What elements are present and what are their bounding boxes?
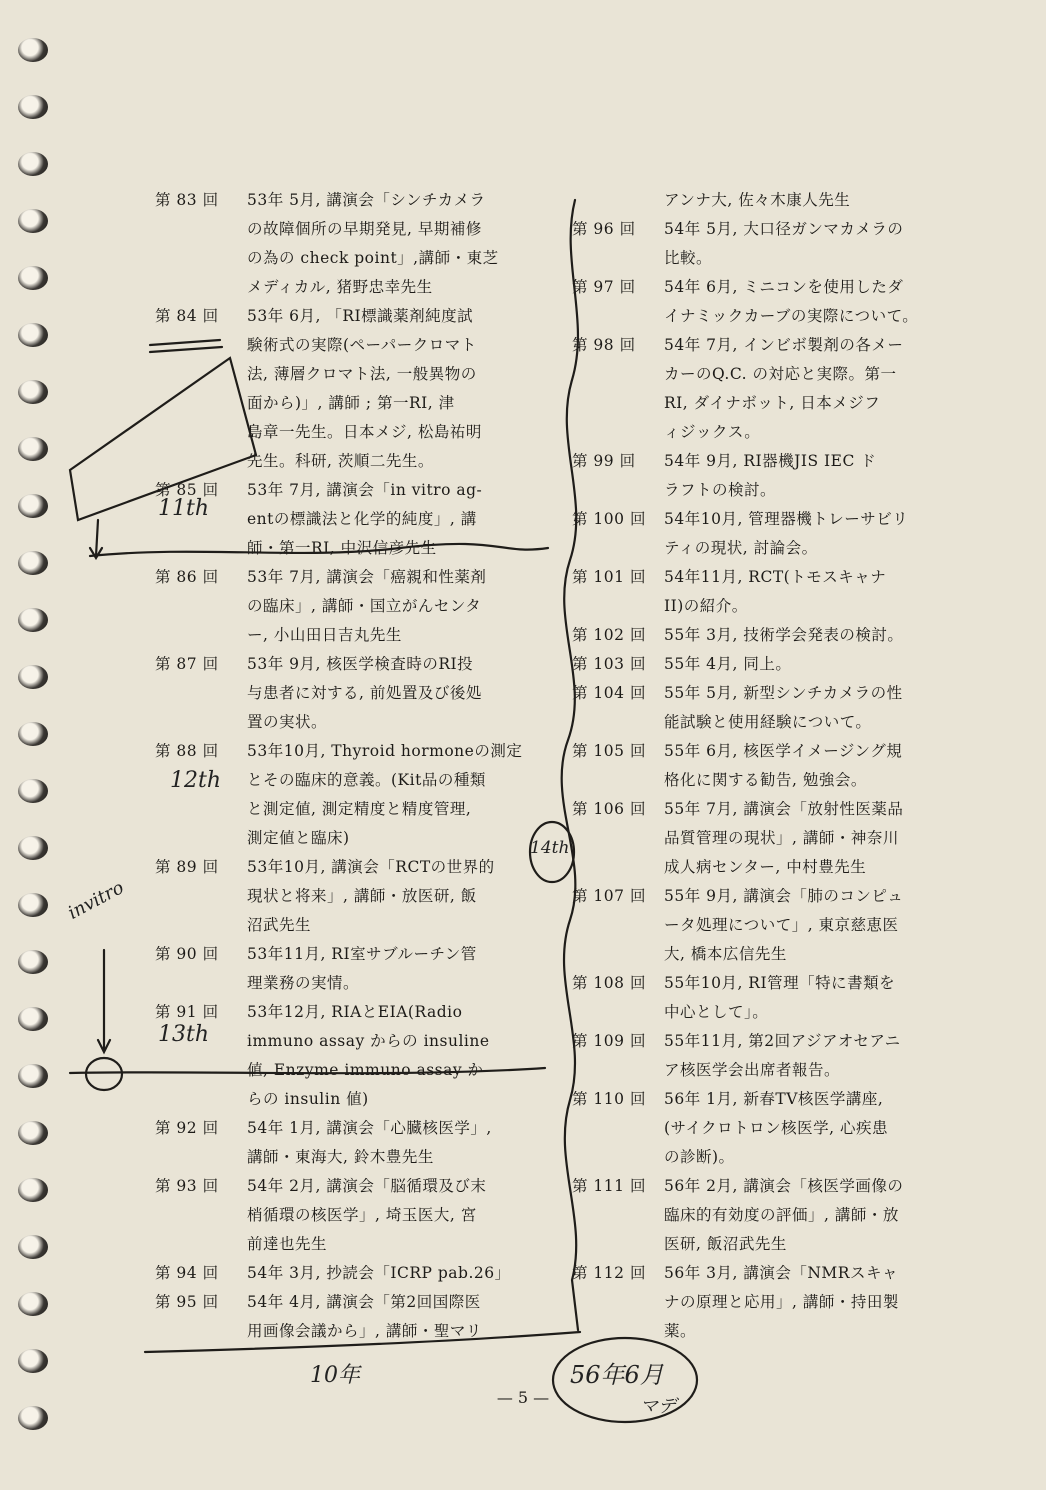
entry-text: 54年11月, RCT(トモスキャナ II)の紹介。 xyxy=(664,568,887,615)
section-line xyxy=(145,1332,580,1352)
handwritten-note: 14th xyxy=(530,838,570,858)
entry-continuation: アンナ大, 佐々木康人先生 xyxy=(664,191,851,209)
entry-number: 第 96 回 xyxy=(572,220,636,238)
entry-text: 56年 1月, 新春TV核医学講座, (サイクロトロン核医学, 心疾患 の診断)。 xyxy=(664,1090,889,1166)
entry-text: 55年10月, RI管理「特に書類を 中心として」。 xyxy=(664,974,896,1021)
entry-text: 53年11月, RI室サブルーチン管 理業務の実情。 xyxy=(247,945,477,992)
entry-number: 第 108 回 xyxy=(572,974,646,992)
entry-number: 第 93 回 xyxy=(155,1177,219,1195)
handwritten-note: 12th xyxy=(170,768,222,793)
entry-number: 第 107 回 xyxy=(572,887,646,905)
entry-number: 第 90 回 xyxy=(155,945,219,963)
wavy-section-line xyxy=(90,544,548,556)
entry-number: 第 89 回 xyxy=(155,858,219,876)
entry-text: 55年 6月, 核医学イメージング規 格化に関する勧告, 勉強会。 xyxy=(664,742,903,789)
handwritten-note: 11th xyxy=(158,496,210,521)
handwritten-note: マデ xyxy=(640,1396,676,1417)
entry-text: 53年 7月, 講演会「癌親和性薬剤 の臨床」, 講師・国立がんセンタ ー, 小山田日吉丸先生 xyxy=(247,568,487,644)
entry-text: 53年12月, RIAとEIA(Radio immuno assay からの insuline 値, Enzyme immuno assay か らの insulin 値) xyxy=(247,1003,490,1108)
entry-text: 54年10月, 管理器機トレーサビリ ティの現状, 討論会。 xyxy=(664,510,909,557)
entry-number: 第 92 回 xyxy=(155,1119,219,1137)
entry-text: 53年 7月, 講演会「in vitro ag- entの標識法と化学的純度」, 講 師・第一RI, 中沢信彦先生 xyxy=(247,481,483,557)
entry-number: 第 105 回 xyxy=(572,742,646,760)
entry-text: 54年 5月, 大口径ガンマカメラの 比較。 xyxy=(664,220,904,267)
entry-text: 55年11月, 第2回アジアオセアニ ア核医学会出席者報告。 xyxy=(664,1032,901,1079)
entry-number: 第 102 回 xyxy=(572,626,646,644)
entry-text: 54年 4月, 講演会「第2回国際医 用画像会議から」, 講師・聖マリ xyxy=(247,1293,482,1340)
entry-text: 53年 9月, 核医学検査時のRI投 与患者に対する, 前処置及び後処 置の実状。 xyxy=(247,655,482,731)
entry-number: 第 101 回 xyxy=(572,568,646,586)
entry-text: 55年 5月, 新型シンチカメラの性 能試験と使用経験について。 xyxy=(664,684,903,731)
entry-text: 54年 2月, 講演会「脳循環及び末 梢循環の核医学」, 埼玉医大, 宮 前達也先生 xyxy=(247,1177,487,1253)
entry-number: 第 104 回 xyxy=(572,684,646,702)
entry-text: 56年 2月, 講演会「核医学画像の 臨床的有効度の評価」, 講師・放 医研, 飯沼武先生 xyxy=(664,1177,904,1253)
entry-number: 第 103 回 xyxy=(572,655,646,673)
entry-number: 第 97 回 xyxy=(572,278,636,296)
entry-text: 55年 7月, 講演会「放射性医薬品 品質管理の現状」, 講師・神奈川 成人病センター, 中村豊先生 xyxy=(664,800,904,876)
entry-number: 第 94 回 xyxy=(155,1264,219,1282)
entry-text: 53年 5月, 講演会「シンチカメラ の故障個所の早期発見, 早期補修 の為の check point」,講師・東芝 メディカル, 猪野忠幸先生 xyxy=(247,191,499,296)
entry-number: 第 106 回 xyxy=(572,800,646,818)
entry-text: 54年 1月, 講演会「心臓核医学」, 講師・東海大, 鈴木豊先生 xyxy=(247,1119,492,1166)
entry-text: 53年10月, 講演会「RCTの世界的 現状と将来」, 講師・放医研, 飯 沼武先生 xyxy=(247,858,495,934)
entry-number: 第 83 回 xyxy=(155,191,219,209)
handwritten-note: 10年 xyxy=(310,1363,360,1388)
circle-mark xyxy=(86,1058,122,1090)
entry-number: 第 88 回 xyxy=(155,742,219,760)
handwritten-note: 13th xyxy=(158,1022,210,1047)
entry-number: 第 111 回 xyxy=(572,1177,646,1195)
entry-text: 56年 3月, 講演会「NMRスキャ ナの原理と応用」, 講師・持田製 薬。 xyxy=(664,1264,899,1340)
arrow-line xyxy=(98,950,110,1052)
entry-number: 第 87 回 xyxy=(155,655,219,673)
entry-number: 第 84 回 xyxy=(155,307,219,325)
entry-number: 第 95 回 xyxy=(155,1293,219,1311)
entry-text: 54年 3月, 抄読会「ICRP pab.26」 xyxy=(247,1264,511,1282)
strikethrough-mark xyxy=(150,340,222,352)
handwritten-note: invitro xyxy=(64,877,128,924)
entry-text: 55年 4月, 同上。 xyxy=(664,655,792,673)
entry-text: 53年 6月, 「RI標識薬剤純度試 験術式の実際(ペーパークロマト 法, 薄層クロマト法, 一般異物の 面から)」, 講師 ; 第一RI, 津 島章一先生。日本メジ, 松島祐明 先生。科研, 茨順二先生。 xyxy=(247,307,482,470)
entry-number: 第 85 回 xyxy=(155,481,219,499)
wavy-column-divider xyxy=(562,200,578,1330)
entry-number: 第 112 回 xyxy=(572,1264,646,1282)
entry-number: 第 100 回 xyxy=(572,510,646,528)
entry-text: 54年 7月, インビボ製剤の各メー カーのQ.C. の対応と実際。第一 RI, ダイナボット, 日本メジフ ィジックス。 xyxy=(664,336,904,441)
entry-number: 第 110 回 xyxy=(572,1090,646,1108)
entry-text: 54年 6月, ミニコンを使用したダ イナミックカーブの実際について。 xyxy=(664,278,919,325)
entry-number: 第 99 回 xyxy=(572,452,636,470)
entry-number: 第 91 回 xyxy=(155,1003,219,1021)
section-line xyxy=(70,1068,545,1073)
entry-text: 55年 3月, 技術学会発表の検討。 xyxy=(664,626,904,644)
entry-number: 第 109 回 xyxy=(572,1032,646,1050)
handwritten-note: 56年6月 xyxy=(570,1361,664,1389)
entry-number: 第 86 回 xyxy=(155,568,219,586)
entry-text: 54年 9月, RI器機JIS IEC ド ラフトの検討。 xyxy=(664,452,877,499)
entry-text: 53年10月, Thyroid hormoneの測定 とその臨床的意義。(Kit品の種類 と測定値, 測定精度と精度管理, 測定値と臨床) xyxy=(247,742,523,847)
page-number: — 5 — xyxy=(496,1388,550,1407)
entry-number: 第 98 回 xyxy=(572,336,636,354)
arrow-line xyxy=(90,520,102,558)
entry-text: 55年 9月, 講演会「肺のコンピュ ータ処理について」, 東京慈恵医 大, 橋本広信先生 xyxy=(664,887,904,963)
